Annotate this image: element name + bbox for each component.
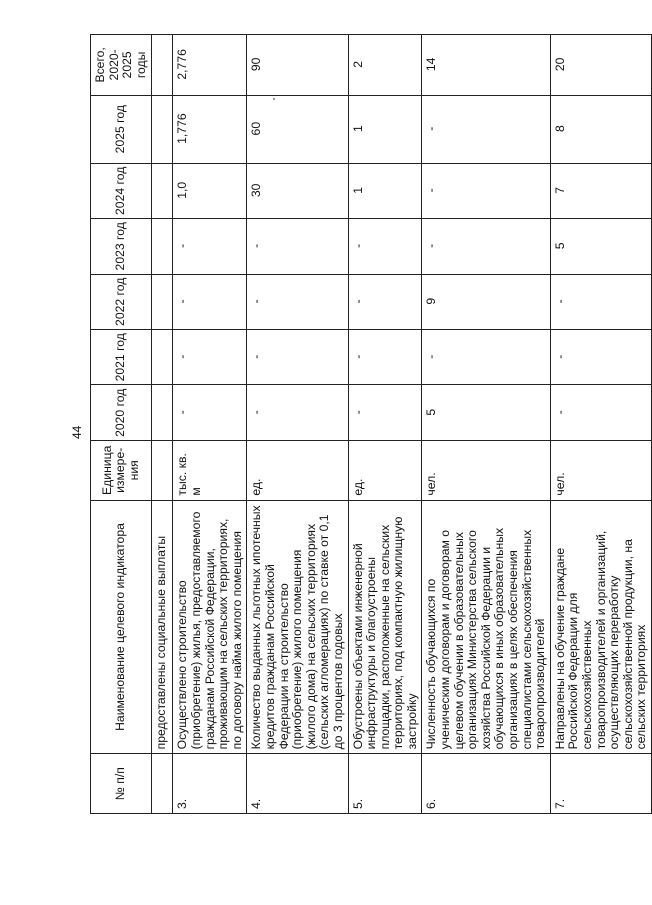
page-number: 44: [70, 425, 84, 439]
cell-total: 2: [348, 35, 422, 96]
cell-2020: 5: [422, 385, 550, 440]
header-2022: 2022 год: [91, 274, 152, 329]
cell-2025: 8: [550, 95, 651, 163]
cell-num: 6.: [422, 754, 550, 814]
table-row: [348, 35, 422, 814]
cell-2020: -: [247, 385, 348, 440]
cell-2023: -: [422, 219, 550, 274]
table-row: [550, 35, 651, 814]
table-row: [173, 35, 247, 814]
table-row: [422, 35, 550, 814]
cell-2022: 9: [422, 274, 550, 329]
cell-2020: [152, 385, 173, 440]
cell-indicator-name: Численность обучающихся по ученическим договорам и договорам о целевом обучении в образовательных организациях Министерства сельского хозяйства Российской Федерации и обучающихся в иных образовательных организациях в целях обеспечения специалистами сельскохозяйственных товаропроизводителей: [422, 500, 550, 754]
cell-2025: [152, 95, 173, 163]
cell-2022: -: [247, 274, 348, 329]
cell-unit: тыс. кв. м: [173, 440, 247, 500]
cell-2021: -: [173, 330, 247, 385]
cell-2023: -: [348, 219, 422, 274]
cell-unit: чел.: [422, 440, 550, 500]
cell-2023: -: [173, 219, 247, 274]
cell-2021: -: [550, 330, 651, 385]
cell-2021: -: [422, 330, 550, 385]
table-row-continuation: [152, 35, 173, 814]
header-2020: 2020 год: [91, 385, 152, 440]
cell-indicator-name: Осуществлено строительство (приобретение) жилья, предоставляемого гражданам Российской Федерации, проживающим на сельских территориях, по договору найма жилого помещения: [173, 500, 247, 754]
header-indicator-name: Наименование целевого индикатора: [91, 500, 152, 754]
cell-unit: ед.: [348, 440, 422, 500]
header-2021: 2021 год: [91, 330, 152, 385]
cell-2024: 30: [247, 163, 348, 218]
cell-unit: [152, 440, 173, 500]
cell-2023: [152, 219, 173, 274]
cell-indicator-name: Количество выданных льготных ипотечных кредитов гражданам Российской Федерации на строительство (приобретение) жилого помещения (жилого дома) на сельских территориях (сельских агломерациях) по ставке от 0,1 до 3 процентов годовых: [247, 500, 348, 754]
cell-num: 4.: [247, 754, 348, 814]
header-unit: Единица измере-ния: [91, 440, 152, 500]
cell-unit: чел.: [550, 440, 651, 500]
cell-2021: -: [247, 330, 348, 385]
cell-2023: 5: [550, 219, 651, 274]
cell-2021: -: [348, 330, 422, 385]
cell-2024: 1: [348, 163, 422, 218]
cell-2022: [152, 274, 173, 329]
cell-2023: -: [247, 219, 348, 274]
cell-2025: -: [422, 95, 550, 163]
cell-total: 2,776: [173, 35, 247, 96]
cell-2021: [152, 330, 173, 385]
table-header-row: [91, 35, 152, 814]
cell-2022: -: [173, 274, 247, 329]
cell-2024: 1,0: [173, 163, 247, 218]
rotated-table-sheet: [90, 34, 649, 814]
cell-unit: ед.: [247, 440, 348, 500]
cell-2020: -: [550, 385, 651, 440]
cell-num: 7.: [550, 754, 651, 814]
header-2025: 2025 год: [91, 95, 152, 163]
cell-2024: -: [422, 163, 550, 218]
cell-2022: -: [550, 274, 651, 329]
cell-total: [152, 35, 173, 96]
cell-2022: -: [348, 274, 422, 329]
cell-indicator-name: Обустроены объектами инженерной инфраструктуры и благоустроены площадки, расположенные на сельских территориях, под компактную жилищную застройку: [348, 500, 422, 754]
cell-2025: 1,776: [173, 95, 247, 163]
cell-indicator-name: предоставлены социальные выплаты: [152, 500, 173, 754]
cell-2025: 60: [247, 95, 348, 163]
header-num: № п/п: [91, 754, 152, 814]
target-indicators-table: [90, 34, 652, 814]
cell-2024: [152, 163, 173, 218]
table-row: [247, 35, 348, 814]
cell-num: 5.: [348, 754, 422, 814]
cell-2025: 1: [348, 95, 422, 163]
header-2023: 2023 год: [91, 219, 152, 274]
cell-total: 20: [550, 35, 651, 96]
cell-total: 90: [247, 35, 348, 96]
cell-2020: -: [173, 385, 247, 440]
cell-2020: -: [348, 385, 422, 440]
cell-2024: 7: [550, 163, 651, 218]
cell-indicator-name: Направлены на обучение граждане Российской Федерации для сельскохозяйственных товаропроизводителей и организаций, осуществляющих переработку сельскохозяйственной продукции, на сельских территориях: [550, 500, 651, 754]
cell-total: 14: [422, 35, 550, 96]
cell-num: 3.: [173, 754, 247, 814]
cell-num: [152, 754, 173, 814]
header-total: Всего, 2020-2025 годы: [91, 35, 152, 96]
header-2024: 2024 год: [91, 163, 152, 218]
